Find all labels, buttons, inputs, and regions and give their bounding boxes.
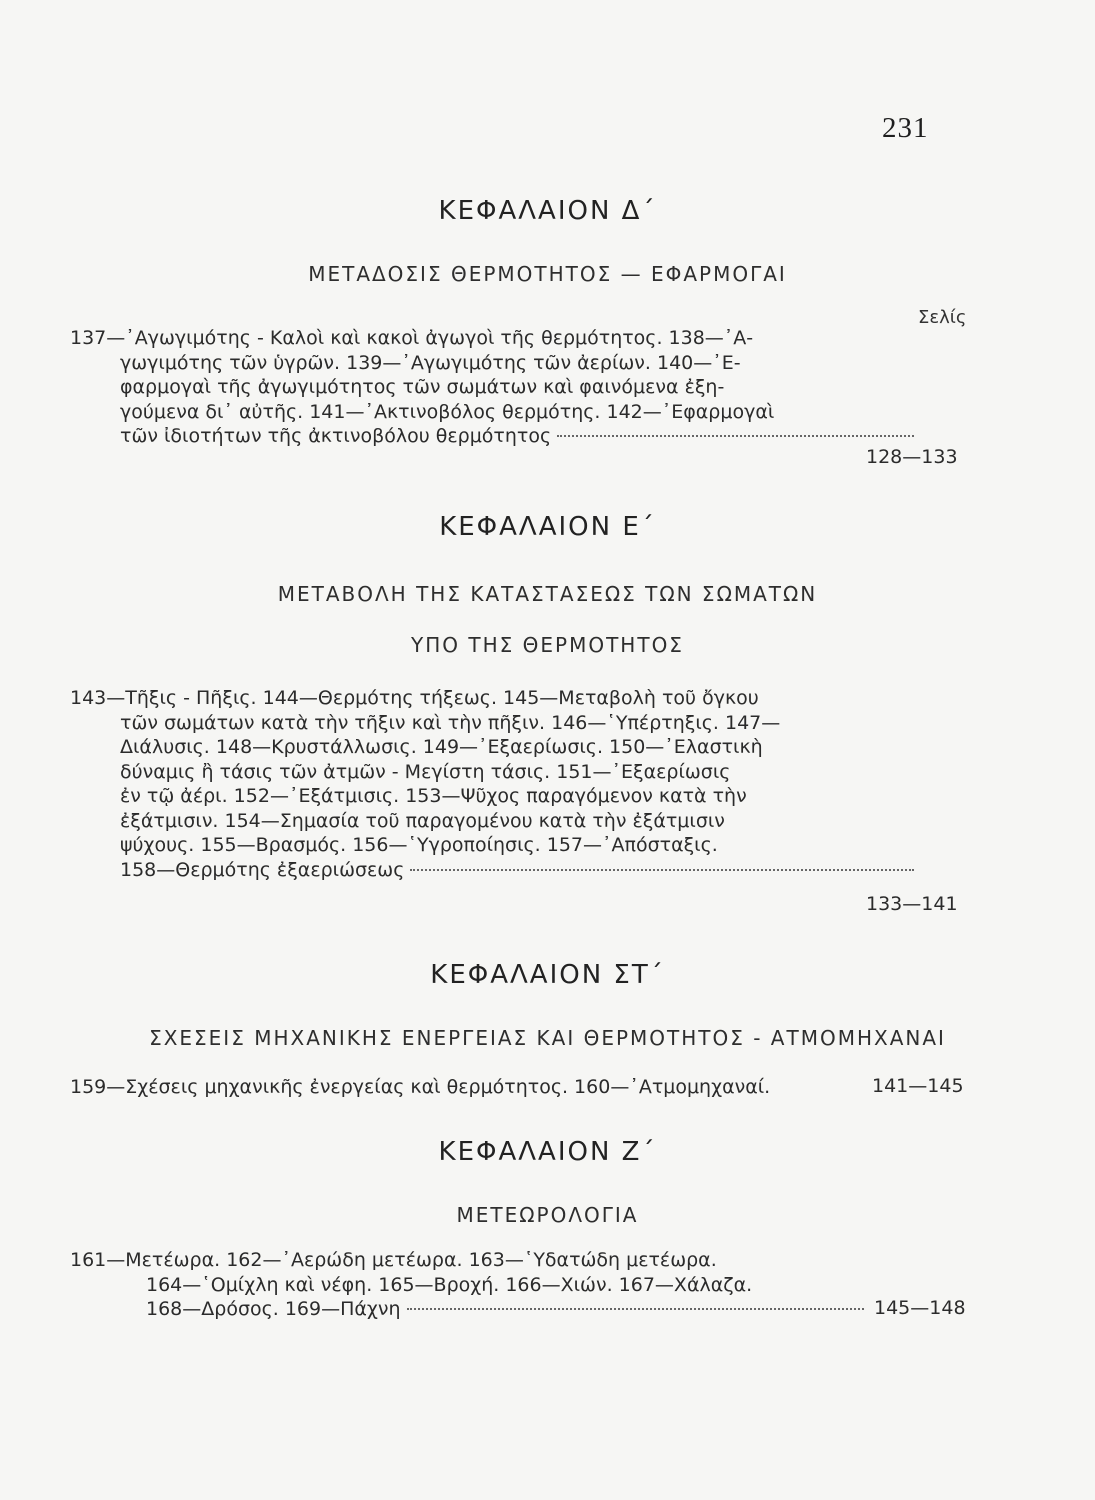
page-number: 231	[882, 112, 929, 144]
dot-leader	[407, 1308, 864, 1310]
entry-line: 161—Μετέωρα. 162—᾿Αερώδη μετέωρα. 163—῾Υδατώδη μετέωρα.	[70, 1249, 717, 1271]
chapter-subtitle: ΜΕΤΑΔΟΣΙΣ ΘΕΡΜΟΤΗΤΟΣ — ΕΦΑΡΜΟΓΑΙ	[308, 262, 787, 286]
chapter-subtitle: ΜΕΤΑΒΟΛΗ ΤΗΣ ΚΑΤΑΣΤΑΣΕΩΣ ΤΩΝ ΣΩΜΑΤΩΝ	[277, 582, 818, 606]
chapter-entry	[70, 1248, 870, 1322]
entry-line: ἐν τῷ ἀέρι. 152—᾿Εξάτμισις. 153—Ψῦχος παραγόμενον κατὰ τὴν	[120, 785, 747, 807]
page-range: 128—133	[866, 446, 958, 468]
entry-line: 143—Τῆξις - Πῆξις. 144—Θερμότης τήξεως. 145—Μεταβολὴ τοῦ ὄγκου	[70, 687, 759, 709]
entry-line: γωγιμότης τῶν ὑγρῶν. 139—᾿Αγωγιμότης τῶν ἀερίων. 140—᾿Ε-	[120, 351, 741, 374]
chapter-title: ΚΕΦΑΛΑΙΟΝ Δ΄	[438, 196, 657, 226]
entry-line-text: 158—Θερμότης ἐξαεριώσεως	[120, 858, 405, 881]
entry-line: φαρμογαὶ τῆς ἀγωγιμότητος τῶν σωμάτων καὶ φαινόμενα ἐξη-	[120, 376, 725, 398]
page-range: 141—145	[872, 1075, 964, 1097]
chapter-entry	[70, 1075, 860, 1100]
chapter-entry	[70, 686, 870, 882]
pages-column-label: Σελίς	[918, 307, 967, 328]
entry-line: 164—῾Ομίχλη καὶ νέφη. 165—Βροχή. 166—Χιών. 167—Χάλαζα.	[146, 1273, 753, 1296]
entry-line: ἐξάτμισιν. 154—Σημασία τοῦ παραγομένου κατὰ τὴν ἐξάτμισιν	[120, 809, 725, 832]
entry-line: 159—Σχέσεις μηχανικῆς ἐνεργείας καὶ θερμότητος. 160—᾿Ατμομηχαναί.	[70, 1076, 771, 1098]
chapter-subtitle: ΥΠΟ ΤΗΣ ΘΕΡΜΟΤΗΤΟΣ	[411, 633, 684, 657]
page-range: 133—141	[866, 893, 958, 915]
chapter-title: ΚΕΦΑΛΑΙΟΝ ΣΤ΄	[430, 960, 665, 990]
entry-line-text: τῶν ἰδιοτήτων τῆς ἀκτινοβόλου θερμότητος	[120, 425, 552, 447]
dot-leader	[557, 435, 914, 437]
entry-line: ψύχους. 155—Βρασμός. 156—῾Υγροποίησις. 157—᾿Απόσταξις.	[120, 834, 718, 856]
entry-line-last	[70, 858, 920, 883]
entry-line: τῶν σωμάτων κατὰ τὴν τῆξιν καὶ τὴν πῆξιν. 146—῾Υπέρτηξις. 147—	[120, 711, 781, 734]
entry-line: Διάλυσις. 148—Κρυστάλλωσις. 149—᾿Εξαερίωσις. 150—᾿Ελαστικὴ	[120, 736, 763, 758]
chapter-title: ΚΕΦΑΛΑΙΟΝ Ζ΄	[438, 1137, 657, 1167]
chapter-title: ΚΕΦΑΛΑΙΟΝ Ε΄	[439, 512, 656, 542]
entry-line-last	[70, 424, 920, 449]
entry-line: γούμενα δι᾿ αὐτῆς. 141—᾿Ακτινοβόλος θερμότης. 142—᾿Εφαρμογαὶ	[120, 400, 775, 423]
chapter-entry	[70, 326, 870, 449]
entry-line: 137—᾿Αγωγιμότης - Καλοὶ καὶ κακοὶ ἀγωγοὶ τῆς θερμότητος. 138—᾿Α-	[70, 327, 754, 349]
entry-line-last	[70, 1297, 870, 1322]
dot-leader	[410, 869, 914, 871]
chapter-subtitle: ΣΧΕΣΕΙΣ ΜΗΧΑΝΙΚΗΣ ΕΝΕΡΓΕΙΑΣ ΚΑΙ ΘΕΡΜΟΤΗΤΟΣ - ΑΤΜΟΜΗΧΑΝΑΙ	[149, 1026, 946, 1050]
entry-line-text: 168—Δρόσος. 169—Πάχνη	[146, 1298, 401, 1320]
page-range: 145—148	[874, 1297, 966, 1319]
entry-line: δύναμις ἢ τάσις τῶν ἀτμῶν - Μεγίστη τάσις. 151—᾿Εξαερίωσις	[120, 760, 731, 783]
chapter-subtitle: ΜΕΤΕΩΡΟΛΟΓΙΑ	[456, 1203, 639, 1227]
